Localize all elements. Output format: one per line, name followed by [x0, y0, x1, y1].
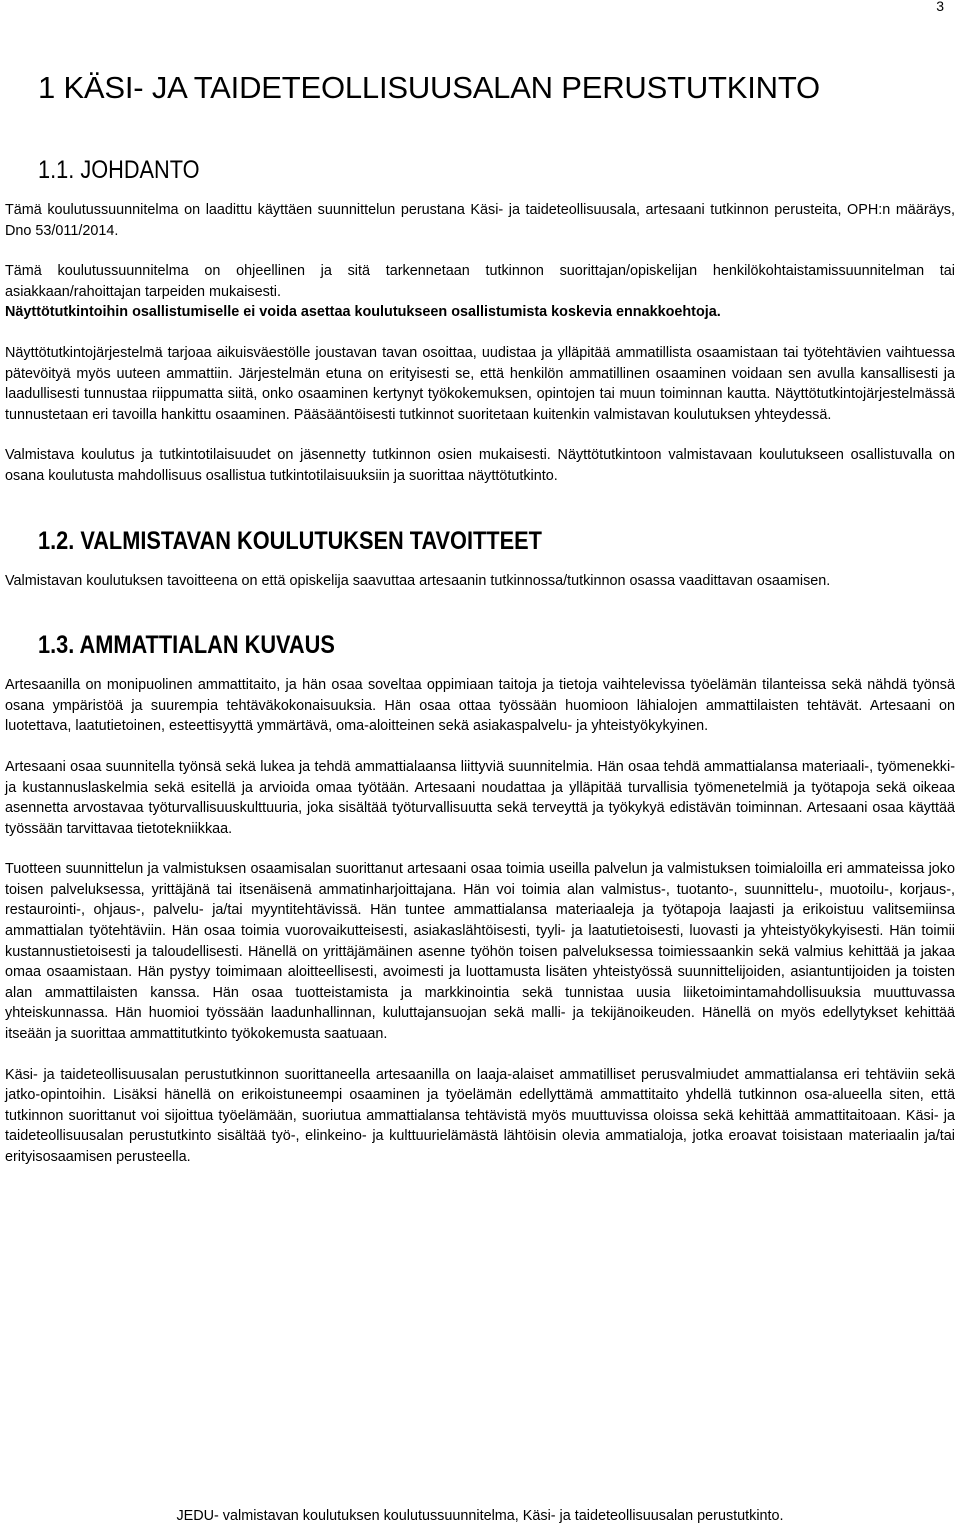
paragraph: Tämä koulutussuunnitelma on ohjeellinen ja sitä tarkennetaan tutkinnon suorittajan/opiskelijan henkilökohtaistamissuunnitelman tai asiakkaan/rahoittajan tarpeiden mukaisesti.: [5, 263, 955, 300]
document-body: [5, 68, 955, 1168]
page-footer: JEDU- valmistavan koulutuksen koulutussuunnitelma, Käsi- ja taideteollisuusalan perustutkinto.: [176, 1508, 784, 1524]
section-heading-johdanto: 1.1. JOHDANTO: [38, 156, 200, 184]
paragraph: Käsi- ja taideteollisuusalan perustutkinnon suorittaneella artesaanilla on laaja-alaiset ammatilliset perusvalmiudet ammattialansa eri tehtäviin sekä jatko-opintoihin. Lisäksi hänellä on erikoistuneempi osaaminen ja työelämän edellyttämä ammattitaito yhdellä tutkinnon osa-alueella siten, että tutkinnon suorittanut voi sijoittua työelämään, suoriutua ammattialansa tehtävistä myös muuttuvissa oloissa sekä kehittää ammattitaitoaan. Käsi- ja taideteollisuusalan perustutkinto sisältää työ-, elinkeino- ja kulttuurielämästä lähtöisin olevia ammatialoja, jotka eroavat toisistaan materiaalin ja/tai erityisosaamisen perusteella.: [5, 1066, 955, 1165]
paragraph: Valmistavan koulutuksen tavoitteena on että opiskelija saavuttaa artesaanin tutkinnossa/tutkinnon osassa vaadittavan osaamisen.: [5, 572, 831, 589]
section-heading-tavoitteet: 1.2. VALMISTAVAN KOULUTUKSEN TAVOITTEET: [38, 526, 542, 555]
main-heading: 1 KÄSI- JA TAIDETEOLLISUUSALAN PERUSTUTKINTO: [38, 70, 820, 105]
paragraph: Valmistava koulutus ja tutkintotilaisuudet on jäsennetty tutkinnon osien mukaisesti. Näyttötutkintoon valmistavaan koulutukseen osallistuvalla on osana koulutusta mahdollisuus osallistua tutkintotilaisuuksiin ja suorittaa näyttötutkinto.: [5, 447, 955, 484]
paragraph: Artesaani osaa suunnitella työnsä sekä lukea ja tehdä ammattialaansa liittyviä suunnitelmia. Hän osaa tehdä ammattialansa materiaali-, työmenekki- ja kustannuslaskelmia sekä esitellä ja arvioida omaa työtään. Artesaani noudattaa ja ylläpitää turvallisia työmenetelmiä ja työtapoja sekä oikeaa asennetta arvostavaa työturvallisuuskulttuuria, joka sisältää työturvallisuutta sekä terveyttä ja työkykyä edistävän toiminnan. Artesaani osaa käyttää työssään tarvittavaa tietotekniikkaa.: [5, 758, 955, 837]
paragraph: Tuotteen suunnittelun ja valmistuksen osaamisalan suorittanut artesaani osaa toimia useilla palvelun ja valmistuksen toimialoilla eri ammateissa joko toisen palveluksessa, yrittäjänä tai itsenäisenä ammatinharjoittajana. Hän voi toimia alan valmistus-, tuotanto-, suunnittelu-, muotoilu-, korjaus-, restaurointi-, ohjaus-, palvelu- ja/tai myyntitehtävissä. Hän tuntee ammattialansa materiaaleja ja työtapoja laajasti ja erikoistuu valitsemiinsa ammattialan työtehtäviin. Hän osaa toimia vuorovaikutteisesti, asiakaslähtöisesti, tyyli- ja laatutietoisesti, luovasti ja yhteistyökykyisesti. Hän toimii kustannustietoisesti ja taloudellisesti. Hänellä on yrittäjämäinen asenne työhön toisen palveluksessa toimiessaankin sekä valmius kehittää ja jakaa omaa osaamistaan. Hän pystyy toimimaan aloitteellisesti, avoimesti ja luottamusta lisäten yhteistyössä suunnittelijoiden, asiantuntijoiden ja toisten alan ammattilaisten kanssa. Hän osaa tuotteistamista ja markkinointia sekä tunnistaa uusia liiketoimintamahdollisuuksia muuttuvassa yhteiskunnassa. Hän huomioi työssään laadunhallinnan, kuluttajansuojan sekä malli- ja tekijänoikeuden. Hänellä on myös edellytykset kehittää itseään ja suorittaa ammattitutkinto työkokemusta saatuaan.: [5, 861, 955, 1043]
paragraph: Artesaanilla on monipuolinen ammattitaito, ja hän osaa soveltaa oppimiaan taitoja ja tietoja vaihtelevissa työelämän tilanteissa sekä nähdä työnsä osana ympäristöä ja suurempia tehtäväkokonaisuuksia. Hän osaa ottaa työssään huomioon lähialojen ammattilaisten tehtävät. Artesaani on luotettava, laatutietoinen, esteettisyyttä ymmärtävä, oma-aloitteinen sekä asiakaspalvelu- ja yhteistyökykyinen.: [5, 677, 955, 735]
paragraph-bold: Näyttötutkintoihin osallistumiselle ei voida asettaa koulutukseen osallistumista koskevia ennakkoehtoja.: [5, 304, 721, 321]
paragraph: Tämä koulutussuunnitelma on laadittu käyttäen suunnittelun perustana Käsi- ja taideteollisuusala, artesaani tutkinnon perusteita, OPH:n määräys, Dno 53/011/2014.: [5, 202, 955, 239]
section-heading-kuvaus: 1.3. AMMATTIALAN KUVAUS: [38, 631, 335, 660]
paragraph: Näyttötutkintojärjestelmä tarjoaa aikuisväestölle joustavan tavan osoittaa, uudistaa ja ylläpitää ammatillista osaamistaan tai työtehtävien vaihtuessa pätevöityä myös uuteen ammattiin. Järjestelmän etuna on erityisesti se, että henkilön ammatillinen osaaminen voidaan sen avulla kansallisesti ja laadullisesti tunnustaa riippumatta siitä, onko osaaminen kertynyt työkokemuksen, opintojen tai muun toiminnan kautta. Näyttötutkintojärjestelmässä tunnustetaan eri tavoilla hankittu osaaminen. Pääsääntöisesti tutkinnot suoritetaan kuitenkin valmistavan koulutuksen yhteydessä.: [5, 344, 955, 423]
page-number: 3: [936, 0, 944, 14]
